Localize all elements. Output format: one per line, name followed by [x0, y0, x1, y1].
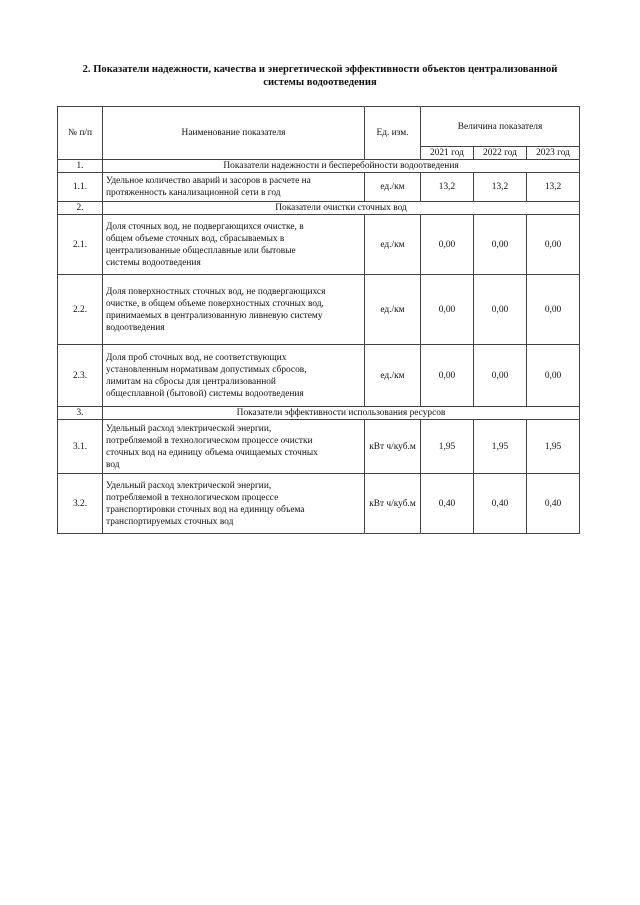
header-unit: Ед. изм.: [365, 107, 421, 160]
unit-cell: кВт ч/куб.м: [365, 474, 421, 534]
indicator-name-line: Удельный расход электрической энергии,: [106, 423, 272, 434]
unit-cell: ед./км: [365, 215, 421, 275]
indicator-name-line: Доля поверхностных сточных вод, не подвергающихся: [106, 286, 326, 297]
indicator-name: [103, 215, 365, 275]
value-2023: 0,00: [527, 275, 580, 345]
section-row: [58, 160, 580, 173]
table-row: [58, 215, 580, 275]
value-2022: 0,00: [474, 215, 527, 275]
section-title: Показатели эффективности использования ресурсов: [103, 407, 580, 420]
table-row: [58, 345, 580, 407]
unit-cell: ед./км: [365, 173, 421, 202]
indicator-name-line: принимаемых в централизованную ливневую систему: [106, 310, 323, 321]
indicator-name-line: транспортировки сточных вод на единицу объема: [106, 504, 305, 515]
section-num: 1.: [58, 160, 103, 173]
section-num: 3.: [58, 407, 103, 420]
value-2021: 0,40: [421, 474, 474, 534]
value-2022: 0,40: [474, 474, 527, 534]
section-num: 2.: [58, 202, 103, 215]
row-num: 2.1.: [58, 215, 103, 275]
section-row: [58, 407, 580, 420]
indicator-name-line: общем объеме сточных вод, сбрасываемых в: [106, 233, 285, 244]
row-num: 1.1.: [58, 173, 103, 202]
unit-cell: кВт ч/куб.м: [365, 420, 421, 474]
indicator-name: [103, 474, 365, 534]
unit-cell: ед./км: [365, 345, 421, 407]
row-num: 2.3.: [58, 345, 103, 407]
header-year-2023: 2023 год: [527, 147, 580, 160]
row-num: 3.2.: [58, 474, 103, 534]
page-title-line-2: системы водоотведения: [263, 77, 377, 88]
value-2023: 0,00: [527, 215, 580, 275]
indicator-name: [103, 420, 365, 474]
indicator-name-line: централизованные общесплавные или бытовые: [106, 245, 296, 256]
section-row: [58, 202, 580, 215]
indicator-name-line: общесплавной (бытовой) системы водоотведения: [106, 388, 304, 399]
indicator-name-line: вод: [106, 459, 120, 470]
row-num: 2.2.: [58, 275, 103, 345]
value-2022: 0,00: [474, 345, 527, 407]
indicator-name-line: системы водоотведения: [106, 257, 201, 268]
indicator-name: [103, 345, 365, 407]
value-2021: 1,95: [421, 420, 474, 474]
indicator-name-line: потребляемой в технологическом процессе очистки: [106, 435, 313, 446]
section-title: Показатели надежности и бесперебойности водоотведения: [103, 160, 580, 173]
header-row: [58, 107, 580, 147]
table-row: [58, 173, 580, 202]
indicator-name-line: потребляемой в технологическом процессе: [106, 492, 279, 503]
table-row: [58, 275, 580, 345]
section-title: Показатели очистки сточных вод: [103, 202, 580, 215]
indicator-name-line: сточных вод на единицу объема очищаемых сточных: [106, 447, 318, 458]
indicator-name: [103, 173, 365, 202]
header-year-2022: 2022 год: [474, 147, 527, 160]
unit-cell: ед./км: [365, 275, 421, 345]
value-2022: 1,95: [474, 420, 527, 474]
value-2021: 0,00: [421, 345, 474, 407]
header-name: Наименование показателя: [103, 107, 365, 160]
table-row: [58, 474, 580, 534]
indicator-name-line: Доля сточных вод, не подвергающихся очистке, в: [106, 221, 304, 232]
value-2023: 0,00: [527, 345, 580, 407]
indicator-name-line: очистке, в общем объеме поверхностных сточных вод,: [106, 298, 324, 309]
header-num: № п/п: [58, 107, 103, 160]
indicator-name-line: водоотведения: [106, 322, 165, 333]
value-2021: 13,2: [421, 173, 474, 202]
indicator-name-line: лимитам на сбросы для централизованной: [106, 376, 276, 387]
value-2023: 13,2: [527, 173, 580, 202]
value-2021: 0,00: [421, 275, 474, 345]
value-2021: 0,00: [421, 215, 474, 275]
page-title-line-1: 2. Показатели надежности, качества и энергетической эффективности объектов централизованной: [82, 64, 558, 75]
table-row: [58, 420, 580, 474]
page-title: [60, 63, 580, 89]
indicators-table: [57, 106, 580, 534]
value-2022: 0,00: [474, 275, 527, 345]
indicator-name-line: Удельное количество аварий и засоров в расчете на: [106, 176, 311, 186]
header-year-2021: 2021 год: [421, 147, 474, 160]
indicator-name-line: Доля проб сточных вод, не соответствующих: [106, 352, 287, 363]
indicator-name-line: Удельный расход электрической энергии,: [106, 480, 272, 491]
indicator-name-line: протяженность канализационной сети в год: [106, 188, 281, 198]
indicator-name-line: транспортируемых сточных вод: [106, 516, 234, 527]
row-num: 3.1.: [58, 420, 103, 474]
indicator-name-line: установленным нормативам допустимых сбросов,: [106, 364, 307, 375]
indicator-name: [103, 275, 365, 345]
value-2022: 13,2: [474, 173, 527, 202]
value-2023: 0,40: [527, 474, 580, 534]
value-2023: 1,95: [527, 420, 580, 474]
header-value: Величина показателя: [421, 107, 580, 147]
